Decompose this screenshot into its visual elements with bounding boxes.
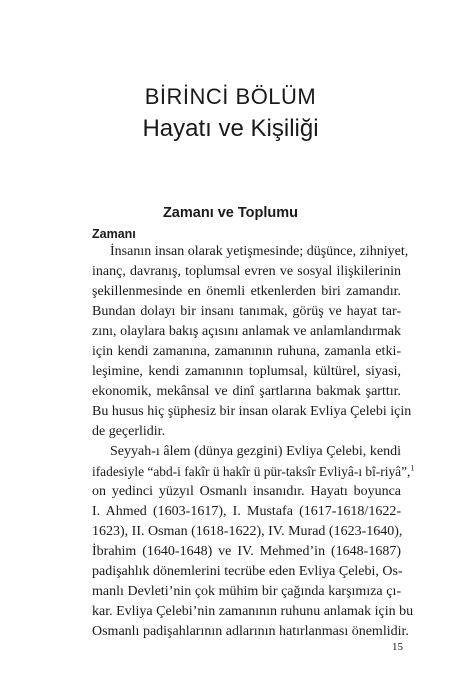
page-number: 15 — [392, 641, 403, 653]
footnote-marker: 1 — [410, 463, 415, 473]
paragraph-1-line: İnsanın insan olarak yetişmesinde; düşünce, zihniyet, — [110, 244, 409, 259]
paragraph-1-line: zını, olaylara bakış açısını anlamak ve anlamlandırmak — [92, 324, 401, 339]
paragraph-2-line: 1623), II. Osman (1618-1622), IV. Murad (1623-1640), — [92, 524, 403, 539]
paragraph-2-line: I. Ahmed (1603-1617), I. Mustafa (1617-1618/1622- — [92, 504, 401, 519]
paragraph-1-line: Bu husus hiç şüphesiz bir insan olarak Evliya Çelebi için — [92, 404, 412, 419]
paragraph-1-line: ekonomik, mekânsal ve dinî şartlarına bakmak şarttır. — [92, 384, 401, 399]
paragraph-2-line: manlı Devleti’nin çok mühim bir çağında karşımıza çı- — [92, 584, 401, 599]
paragraph-1-line: Bundan dolayı bir insanı tanımak, görüş ve hayat tar- — [92, 304, 401, 319]
section-title: Zamanı ve Toplumu — [162, 205, 299, 221]
chapter-title: Hayatı ve Kişiliği — [142, 115, 319, 142]
paragraph-1-line: şekillenmesinde en önemli etkenlerden biri zamandır. — [92, 284, 401, 299]
paragraph-2-line: padişahlık dönemlerini tecrübe eden Evliya Çelebi, Os- — [92, 564, 403, 579]
quoted-phrase: ifadesiyle “abd-i fakîr ü hakîr ü pür-taksîr Evliyâ-ı bî-riyâ”, — [92, 464, 411, 479]
subsection-title: Zamanı — [92, 227, 136, 241]
paragraph-2-line: kar. Evliya Çelebi’nin zamanının ruhunu anlamak için bu — [92, 604, 414, 619]
paragraph-2-line: on yedinci yüzyıl Osmanlı insanıdır. Hayatı boyunca — [92, 484, 401, 499]
paragraph-2-line: Osmanlı padişahlarının adlarının hatırlanması önemlidir. — [92, 624, 409, 639]
paragraph-2-line: İbrahim (1640-1648) ve IV. Mehmed’in (1648-1687) — [92, 544, 401, 559]
paragraph-1-line: inanç, davranış, toplumsal evren ve sosyal ilişkilerinin — [92, 264, 401, 279]
paragraph-2-line: Seyyah-ı âlem (dünya gezgini) Evliya Çelebi, kendi — [110, 444, 401, 459]
paragraph-1-line: leşimine, kendi zamanının toplumsal, kültürel, siyasi, — [92, 364, 401, 379]
paragraph-2-line-with-footnote — [92, 463, 415, 481]
paragraph-1-line: için kendi zamanına, zamanının ruhuna, zamanla etki- — [92, 344, 401, 359]
chapter-label: BİRİNCİ BÖLÜM — [144, 84, 317, 109]
paragraph-1-line: de geçerlidir. — [92, 424, 166, 439]
